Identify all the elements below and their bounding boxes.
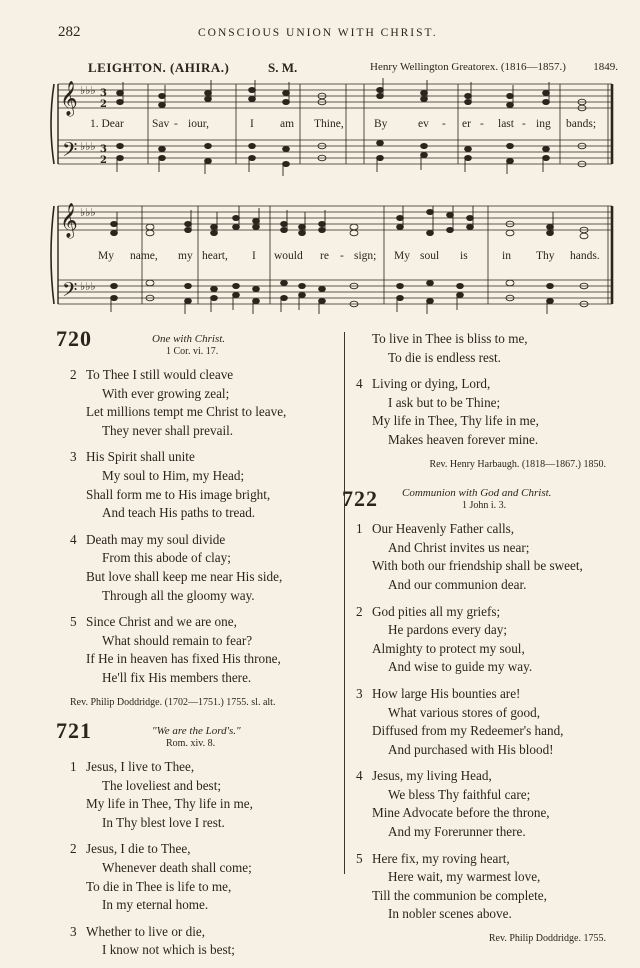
verse-line: In my eternal home. [102,897,209,913]
flat-icon: ♭♭♭ [80,206,96,219]
lyric-syllable: hands. [570,250,600,262]
lyric-syllable: re [320,250,329,262]
verse-line: My life in Thee, Thy life in me, [86,796,253,812]
verse-line: Living or dying, Lord, [372,376,491,392]
verse-line: My life in Thee, Thy life in me, [372,413,539,429]
running-title: CONSCIOUS UNION WITH CHRIST. [198,27,438,39]
verse-line: Let millions tempt me Christ to leave, [86,404,287,420]
page-number: 282 [58,24,81,40]
staff-bass-1 [58,140,612,164]
stanza [70,758,340,832]
lyric-syllable: er [462,118,471,130]
verse-line: God pities all my griefs; [372,603,501,619]
stanza [356,767,626,841]
lyric-syllable: heart, [202,250,228,262]
verse-line: To live in Thee is bliss to me, [372,331,528,346]
left-column [56,326,340,968]
time-signature: 2 [100,99,107,110]
hymn-721-heading [56,718,340,758]
lyric-syllable: am [280,118,295,130]
staff-bass-2 [58,280,612,304]
lyric-syllable: By [374,118,388,130]
hymn-722-heading [342,484,626,520]
stanza [70,448,340,522]
stanza-number: 2 [356,603,363,619]
stanza-number: 5 [70,614,77,630]
verse-line: Jesus, I live to Thee, [86,759,195,775]
verse-line: If He in heaven has fixed His throne, [86,651,281,667]
note-cluster [111,206,588,239]
treble-clef-icon: 𝄞 [60,81,78,116]
flat-icon: ♭♭♭ [80,280,96,293]
hymn-title: One with Christ. [152,333,226,345]
lyric-syllable: bands; [566,118,597,130]
verse-line: Death may my soul divide [86,531,226,547]
verse-line: Makes heaven forever mine. [388,431,539,447]
hymn-number: 721 [56,718,92,744]
right-column [342,330,626,959]
note-cluster [117,78,586,111]
column-divider [344,332,345,874]
lyric-syllable: - [174,118,178,130]
hymn-number: 720 [56,326,92,351]
verse-line: And my Forerunner there. [388,824,526,840]
verse-line: From this abode of clay; [102,550,231,566]
scripture-reference: 1 John i. 3. [462,500,507,512]
hymn-720-heading [56,326,340,366]
verse-line: To die in Thee is life to me, [86,878,232,894]
verse-line: Here wait, my warmest love, [388,869,541,885]
lyric-syllable: last [498,118,514,130]
verse-line: Almighty to protect my soul, [372,640,525,656]
lyric-syllable: ev [418,118,429,130]
lyric-syllable: iour, [188,118,209,130]
verse-line: But love shall keep me near His side, [86,568,283,584]
lyric-syllable: Sav [152,118,170,130]
time-signature: 3 [100,144,107,155]
verse-line: The loveliest and best; [102,777,222,793]
stanza-number: 3 [70,923,77,939]
verse-line: Here fix, my roving heart, [372,850,510,866]
stanza [70,366,340,440]
verse-line: Jesus, I die to Thee, [86,841,191,857]
lyric-syllable: My [98,250,114,262]
stanza [70,613,340,687]
bass-clef-icon: 𝄢 [62,278,78,306]
stanza-number: 2 [70,841,77,857]
lyric-syllable: Thine, [314,118,344,130]
verse-line: And Christ invites us near; [388,539,530,555]
hymn-title: "We are the Lord's." [152,725,241,738]
verse-line: With ever growing zeal; [102,385,230,401]
time-signature: 2 [100,155,107,166]
scripture-reference: Rom. xiv. 8. [166,738,216,750]
lyric-syllable: My [394,250,410,262]
lyric-syllable: sign; [354,250,377,262]
verse-line: We bless Thy faithful care; [388,786,531,802]
music-score [0,0,640,330]
tune-composer: Henry Wellington Greatorex. (1816—1857.) [370,61,566,73]
lyric-syllable: my [178,250,193,262]
verse-line: Mine Advocate before the throne, [372,805,550,821]
stanza-number: 1 [70,759,77,775]
verse-line: In Thy blest love I rest. [102,814,225,830]
verse-line: Through all the gloomy way. [102,587,255,603]
lyric-syllable: in [502,250,511,262]
verse-line: I ask but to be Thine; [388,394,501,410]
verse-line: He pardons every day; [388,622,508,638]
lyric-syllable: - [480,118,484,130]
verse-line: And teach His paths to tread. [102,505,256,521]
lyric-line-2 [90,250,615,266]
notes [111,78,588,314]
scripture-reference: 1 Cor. vi. 17. [166,346,219,357]
hymn-title: Communion with God and Christ. [402,487,552,500]
verse-line: And wise to guide my way. [388,659,533,675]
verse-line: How large His bounties are! [372,685,521,701]
verse-line: Whether to live or die, [86,923,206,939]
verse-line: With both our friendship shall be sweet, [372,558,583,574]
stanza [70,531,340,605]
verse-line: Till the communion be complete, [372,887,547,903]
flat-icon: ♭♭♭ [80,140,96,153]
stanza-continuation [356,330,626,367]
lyric-syllable: - [442,118,446,130]
note-cluster [111,280,588,314]
verse-line: Shall form me to His image bright, [86,486,271,502]
verse-line: And purchased with His blood! [388,741,554,757]
lyric-syllable: name, [130,250,158,262]
flat-icon: ♭♭♭ [80,84,96,97]
verse-line: They never shall prevail. [102,422,234,438]
clefs-and-keys [60,81,107,306]
tune-meter: S. M. [268,60,298,75]
hymn-number: 722 [342,486,378,512]
stanza-number: 4 [356,376,363,392]
stanza-number: 1 [356,521,363,537]
stanza [70,923,340,960]
staff-treble-1 [58,84,612,108]
stanza-number: 5 [356,850,363,866]
stanza-number: 2 [70,367,77,382]
lyric-syllable: I [252,250,256,262]
treble-clef-icon: 𝄞 [60,203,78,238]
attribution: Rev. Philip Doddridge. (1702—1751.) 1755. sl. alt. [70,696,276,708]
lyric-syllable: would [274,250,303,262]
stanza [356,603,626,677]
bass-clef-icon: 𝄢 [62,138,78,166]
verse-line: His Spirit shall unite [86,449,195,465]
verse-line: What should remain to fear? [102,632,253,648]
verse-line: What various stores of good, [388,704,540,720]
verse-line: I know not which is best; [102,942,235,958]
verse-line: To Thee I still would cleave [86,367,234,382]
stanza [356,685,626,759]
verse-line: My soul to Him, my Head; [102,467,245,483]
stanza [356,375,626,449]
verse-line: Jesus, my living Head, [372,768,492,784]
verse-line: Diffused from my Redeemer's hand, [372,723,564,739]
staff-treble-2 [58,206,612,230]
lyric-syllable: - [522,118,526,130]
verse-line: To die is endless rest. [388,349,501,365]
tune-name: LEIGHTON. (AHIRA.) [88,60,230,75]
verse-line: Our Heavenly Father calls, [372,521,515,537]
attribution: Rev. Philip Doddridge. 1755. [488,933,606,945]
verse-line: In nobler scenes above. [388,906,512,922]
tune-year: 1849. [593,61,618,73]
verse-line: He'll fix His members there. [102,669,252,685]
lyric-line-1 [90,118,615,134]
stanza-number: 4 [356,768,363,784]
lyric-syllable: Thy [536,250,555,262]
stanza [70,840,340,914]
stanza-number: 3 [70,449,77,465]
lyric-syllable: soul [420,250,440,262]
stanza-number: 4 [70,531,77,547]
stanza [356,520,626,594]
time-signature: 3 [100,88,107,99]
verse-line: Whenever death shall come; [102,860,252,876]
verse-line: And our communion dear. [388,576,527,592]
verse-line: Since Christ and we are one, [86,614,237,630]
lyric-syllable: is [460,250,468,262]
lyric-syllable: ing [536,118,551,130]
stanza-number: 3 [356,685,363,701]
lyric-syllable: 1. Dear [90,118,124,130]
lyric-syllable: I [250,118,254,130]
stanza [356,850,626,924]
attribution: Rev. Henry Harbaugh. (1818—1867.) 1850. [429,458,606,470]
lyric-syllable: - [340,250,344,262]
